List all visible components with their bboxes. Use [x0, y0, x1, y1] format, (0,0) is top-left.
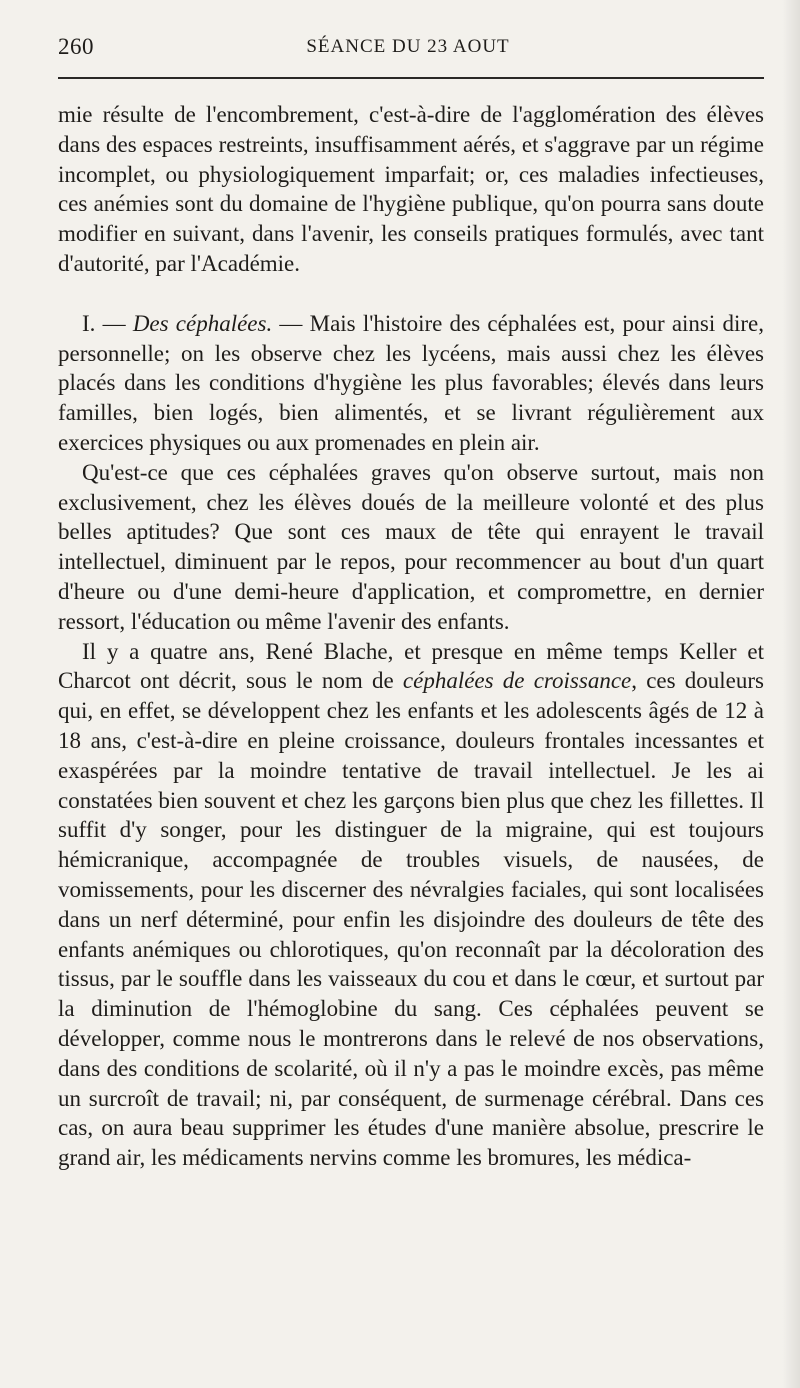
page-edge-shadow — [782, 0, 800, 1388]
page-number: 260 — [58, 34, 94, 59]
paragraph-text: , ces douleurs qui, en effet, se développent chez les enfants et les adolescents âgés de 12 à 18 ans, c'est-à-dire en pleine croissance, douleurs frontales incessantes et exaspérées par la moindre tentative de travail intellectuel. Je les ai constatées bien souvent et chez les garçons bien plus que chez les fillettes. Il suffit d'y songer, pour les distinguer de la migraine, qui est toujours hémicranique, accompagnée de troubles visuels, de nausées, de vomissements, pour les discerner des névralgies faciales, qui sont localisées dans un nerf déterminé, pour enfin les disjoindre des douleurs de tête des enfants anémiques ou chlorotiques, qu'on reconnaît par la décoloration des tissus, par le souffle dans les vaisseaux du cou et dans le cœur, et surtout par la diminution de l'hémoglobine du sang. Ces céphalées peuvent se développer, comme nous le montrerons dans le relevé de nos observations, dans des conditions de scolarité, où il n'y a pas le moindre excès, pas même un surcroît de travail; ni, par conséquent, de surmenage cérébral. Dans ces cas, on aura beau supprimer les études d'une manière absolue, prescrire le grand air, les médicaments nervins comme les bromures, les médica- — [58, 668, 764, 1171]
paragraph-text: Il y a quatre ans, René Blache, et presque en même temps Keller et Charcot ont décrit, sous le nom de — [58, 638, 764, 694]
header-rule — [58, 77, 764, 79]
running-title: SÉANCE DU 23 AOUT — [306, 36, 510, 57]
italic-term: céphalées de croissance — [402, 668, 632, 694]
page-header — [58, 34, 758, 64]
paragraph: Qu'est-ce que ces céphalées graves qu'on observe surtout, mais non exclusivement, chez les élèves doués de la meilleure volonté et des plus belles aptitudes? Que sont ces maux de tête qui enrayent le travail intellectuel, diminuent par le repos, pour recommencer au bout d'un quart d'heure ou d'une demi-heure d'application, et compromettre, en dernier ressort, l'éducation ou même l'avenir des enfants. — [58, 459, 764, 634]
paragraph-continuation: mie résulte de l'encombrement, c'est-à-dire de l'agglomération des élèves dans des espaces restreints, insuffisamment aérés, et s'aggrave par un régime incomplet, ou physiologiquement imparfait; or, ces maladies infectieuses, ces anémies sont du domaine de l'hygiène publique, qu'on pourra sans doute modifier en suivant, dans l'avenir, les conseils pratiques formulés, avec tant d'autorité, par l'Académie. — [58, 102, 764, 276]
paragraph-croissance — [58, 637, 764, 1173]
section-label: I. — — [82, 310, 133, 336]
section-text: — Mais l'histoire des céphalées est, pour ainsi dire, personnelle; on les observe chez les lycéens, mais aussi chez les élèves placés dans les conditions d'hygiène les plus favorables; élevés dans leurs familles, bien logés, bien alimentés, et se livrant régulièrement aux exercices physiques ou aux promenades en plein air. — [58, 310, 764, 455]
section-paragraph-cephalees — [58, 309, 764, 458]
body-text — [58, 100, 764, 1173]
section-title: Des céphalées. — [132, 310, 273, 336]
